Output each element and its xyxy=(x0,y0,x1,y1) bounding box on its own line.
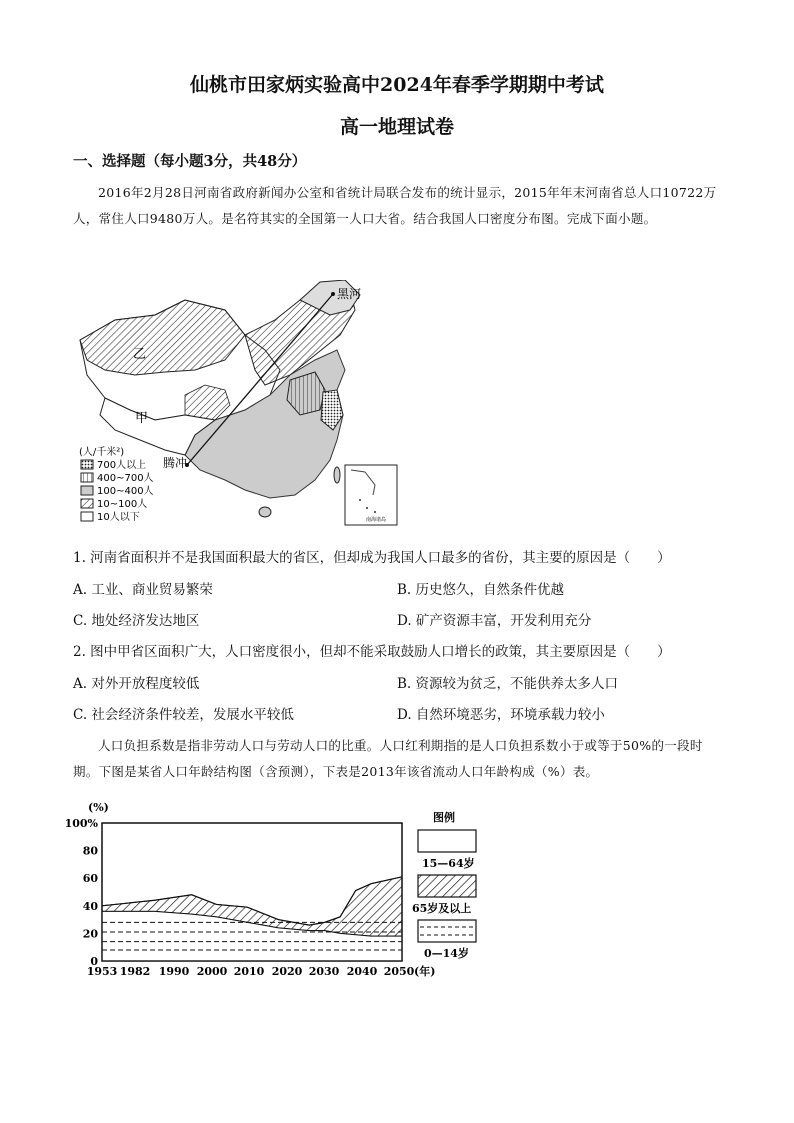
passage-1: 2016年2月28日河南省政府新闻办公室和省统计局联合发布的统计显示，2015年年末河南省总人口10722万人，常住人口9480万人。是名符其实的全国第一人口大省。结合我国人口密度分布图。完成下面小题。 xyxy=(73,185,717,226)
legend-swatch-0-14 xyxy=(418,920,476,942)
question-2-option-d[interactable]: D. 自然环境恶劣，环境承载力较小 xyxy=(397,707,605,723)
map-legend-item: 400~700人 xyxy=(97,473,154,484)
y-tick-label: 80 xyxy=(82,844,98,858)
population-density-map xyxy=(75,280,405,530)
label-jia: 甲 xyxy=(135,411,149,426)
legend-label: 15—64岁 xyxy=(422,857,475,870)
question-1-option-d[interactable]: D. 矿产资源丰富，开发利用充分 xyxy=(397,613,592,629)
question-2-option-b[interactable]: B. 资源较为贫乏，不能供养太多人口 xyxy=(397,676,619,692)
y-axis-label: (%) xyxy=(88,801,109,814)
question-1-option-b[interactable]: B. 历史悠久，自然条件优越 xyxy=(397,582,565,598)
x-tick-label: 1990 xyxy=(158,965,190,978)
map-taiwan xyxy=(334,467,340,483)
section-heading: 一、选择题（每小题3分，共48分） xyxy=(73,153,307,170)
x-tick-label: 2030 xyxy=(308,965,340,978)
label-yi: 乙 xyxy=(133,347,147,362)
x-tick-label: 2010 xyxy=(233,965,265,978)
map-legend-item: 10~100人 xyxy=(97,499,148,510)
legend-title: 图例 xyxy=(433,811,455,824)
y-tick-label: 20 xyxy=(82,927,98,941)
map-legend-item: 10人以下 xyxy=(97,512,140,523)
x-tick-label: 2040 xyxy=(346,965,378,978)
map-inset-frame xyxy=(345,465,397,525)
exam-subtitle: 高一地理试卷 xyxy=(339,116,454,138)
legend-label: 0—14岁 xyxy=(424,947,469,960)
map-legend-item: 700人以上 xyxy=(97,460,147,471)
question-1-option-c[interactable]: C. 地处经济发达地区 xyxy=(73,613,200,629)
age-structure-chart xyxy=(60,795,500,985)
passage-2: 人口负担系数是指非劳动人口与劳动人口的比重。人口红利期指的是人口负担系数小于或等于50%的一段时期。下图是某省人口年龄结构图（含预测），下表是2013年该省流动人口年龄构成（%）表。 xyxy=(73,738,703,779)
inset-label: 南海诸岛 xyxy=(366,517,387,523)
x-tick-label: 2020 xyxy=(271,965,303,978)
x-tick-label: 1953 xyxy=(86,965,118,978)
legend-swatch-65-plus xyxy=(418,875,476,897)
legend-label: 65岁及以上 xyxy=(412,902,472,915)
y-tick-label: 100% xyxy=(64,817,98,830)
x-tick-label: 2050 xyxy=(383,965,415,978)
map-legend-title: (人/千米²) xyxy=(79,447,125,458)
legend-swatch-15-64 xyxy=(418,830,476,852)
x-axis-label: (年) xyxy=(414,965,436,978)
x-tick-label: 2000 xyxy=(196,965,228,978)
label-tengchong: 腾冲 xyxy=(163,456,188,470)
exam-title: 仙桃市田家炳实验高中2024年春季学期期中考试 xyxy=(190,74,604,96)
question-2-option-a[interactable]: A. 对外开放程度较低 xyxy=(73,676,200,692)
question-1-stem: 1. 河南省面积并不是我国面积最大的省区，但却成为我国人口最多的省份，其主要的原因是（ ） xyxy=(73,550,671,566)
question-2-stem: 2. 图中甲省区面积广大，人口密度很小，但却不能采取鼓励人口增长的政策，其主要原因是（ ） xyxy=(73,644,671,660)
y-tick-label: 0 xyxy=(90,955,98,968)
y-tick-label: 60 xyxy=(82,872,98,886)
map-legend-item: 100~400人 xyxy=(97,486,154,497)
x-tick-label: 1982 xyxy=(119,965,151,978)
label-heihe: 黑河 xyxy=(337,287,362,301)
question-1-option-a[interactable]: A. 工业、商业贸易繁荣 xyxy=(73,582,213,598)
map-hainan xyxy=(259,507,271,517)
y-tick-label: 40 xyxy=(82,899,98,913)
question-2-option-c[interactable]: C. 社会经济条件较差，发展水平较低 xyxy=(73,707,294,723)
